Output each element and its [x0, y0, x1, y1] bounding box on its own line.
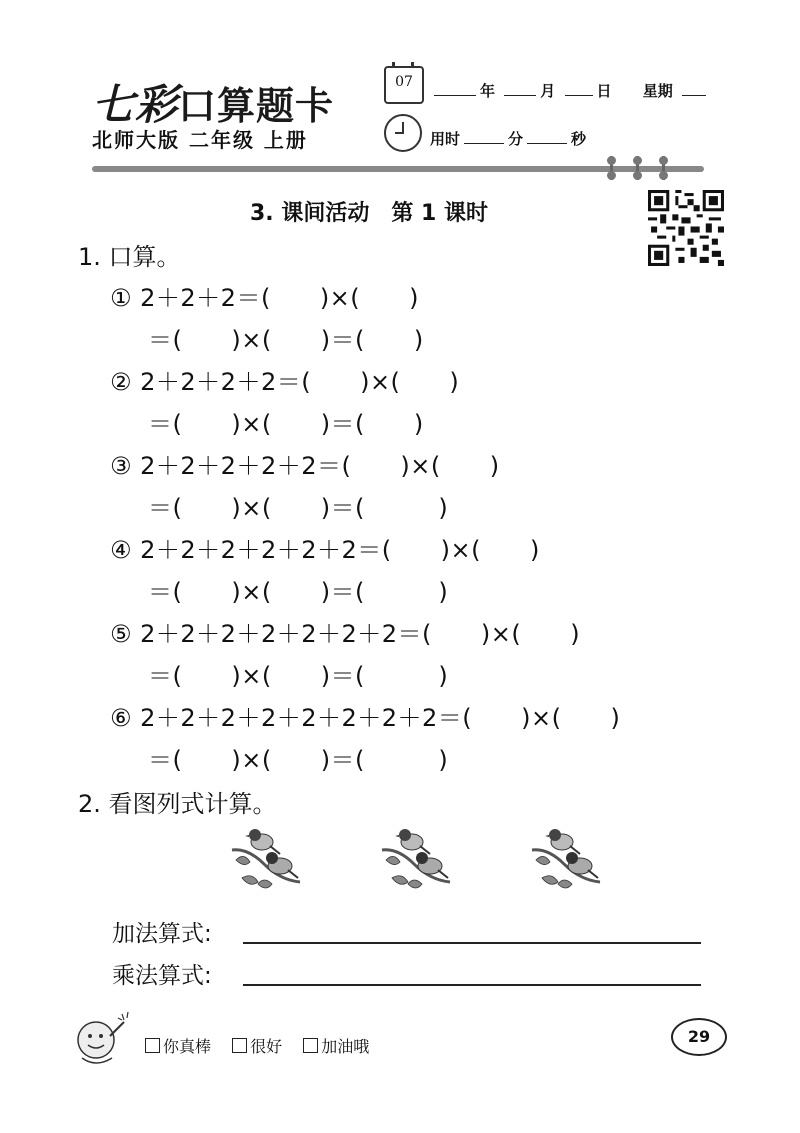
lesson-title: 3. 课间活动 第 1 课时 [250, 201, 488, 226]
calendar-icon [384, 66, 424, 104]
year-label: 年 [480, 82, 496, 100]
binder-pin-icon [662, 156, 665, 180]
birds-on-branch-image [378, 820, 454, 894]
multiplication-label: 乘法算式: [112, 963, 212, 989]
self-assessment [145, 1034, 385, 1057]
day-label: 日 [596, 82, 612, 100]
minutes-blank[interactable] [464, 129, 504, 144]
q1-item-6: ⑥ 2＋2＋2＋2＋2＋2＋2＋2＝( )×( ) [110, 704, 621, 732]
binder-pin-icon [636, 156, 639, 180]
brand-title [92, 72, 334, 132]
binder-pin-icon [610, 156, 613, 180]
weekday-label: 星期 [642, 82, 673, 100]
minutes-label: 分 [508, 130, 524, 148]
checkbox-icon [232, 1038, 247, 1053]
multiplication-answer-line[interactable] [243, 984, 701, 986]
date-fields [430, 80, 710, 101]
q1-item-1-continuation: ＝( )×( )＝( ) [148, 326, 424, 354]
checkbox-icon [303, 1038, 318, 1053]
month-label: 月 [540, 82, 556, 100]
seconds-label: 秒 [571, 130, 587, 148]
q1-item-2: ② 2＋2＋2＋2＝( )×( ) [110, 368, 460, 396]
time-prefix: 用时 [430, 130, 461, 148]
option-good[interactable]: 很好 [232, 1037, 282, 1056]
addition-label: 加法算式: [112, 921, 212, 947]
weekday-blank[interactable] [682, 81, 706, 96]
mascot-icon [72, 1008, 134, 1068]
q1-item-6-continuation: ＝( )×( )＝( ) [148, 746, 449, 774]
question-1-title: 1. 口算。 [78, 243, 181, 271]
q1-item-2-continuation: ＝( )×( )＝( ) [148, 410, 424, 438]
day-blank[interactable] [565, 81, 593, 96]
q1-item-3: ③ 2＋2＋2＋2＋2＝( )×( ) [110, 452, 500, 480]
calendar-number: 07 [395, 74, 413, 90]
checkbox-icon [145, 1038, 160, 1053]
option-great[interactable]: 你真棒 [145, 1037, 211, 1056]
birds-on-branch-image [228, 820, 304, 894]
time-fields [430, 128, 586, 149]
q1-item-4: ④ 2＋2＋2＋2＋2＋2＝( )×( ) [110, 536, 540, 564]
qr-code-icon[interactable] [648, 190, 724, 266]
option-keep-trying[interactable]: 加油哦 [303, 1037, 369, 1056]
addition-answer-line[interactable] [243, 942, 701, 944]
q1-item-5-continuation: ＝( )×( )＝( ) [148, 662, 449, 690]
q1-item-1: ① 2＋2＋2＝( )×( ) [110, 284, 420, 312]
clock-icon [384, 114, 422, 152]
birds-on-branch-image [528, 820, 604, 894]
q1-item-5: ⑤ 2＋2＋2＋2＋2＋2＋2＝( )×( ) [110, 620, 581, 648]
brand-script: 七彩 [92, 80, 179, 129]
q1-item-4-continuation: ＝( )×( )＝( ) [148, 578, 449, 606]
page-number: 29 [671, 1018, 727, 1056]
q1-item-3-continuation: ＝( )×( )＝( ) [148, 494, 449, 522]
year-blank[interactable] [434, 81, 476, 96]
brand-name: 口算题卡 [178, 83, 335, 128]
seconds-blank[interactable] [527, 129, 567, 144]
edition-label: 北师大版 二年级 上册 [92, 128, 308, 152]
month-blank[interactable] [504, 81, 536, 96]
question-2-title: 2. 看图列式计算。 [78, 790, 277, 818]
